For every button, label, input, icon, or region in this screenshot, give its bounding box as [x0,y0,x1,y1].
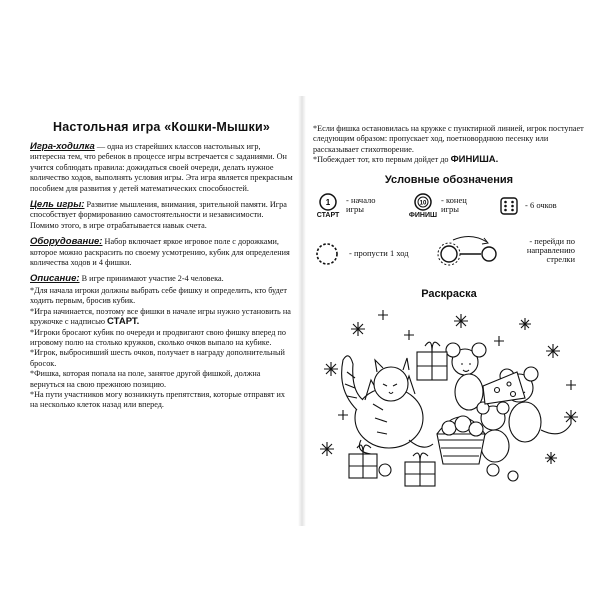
gift-box-drawing [405,453,435,486]
legend [313,192,585,288]
rule-dotted-circle: *Если фишка остановилась на кружке с пунктирной линией, игрок поступает следующим образом: пропускает ход, поетноворднюю песенку или рассказывает стихотворение. [313,124,584,154]
dotted-circle-icon [315,242,339,266]
snowflake-icon [546,344,560,358]
equipment-text: Набор включает яркое игровое поле с дорожками, которое можно раскрасить по своему усмотрению, кубик для определения количества ходов и 4 фишки. [30,237,290,268]
dice-six-icon [499,196,519,216]
jump-arrow-icon [437,234,499,268]
intro-text: — одна из старейших классов настольных игр, интересна тем, что ребенок в процессе игры встречается с заданиями. Он учится соблюдать правила: дожидаться своей очереди, делать нужное количество ходов, выполнять условия игры. Эта игра является прекрасным пособием для развития у детей математических способностей. [30,142,293,193]
game-title: Настольная игра «Кошки-Мышки» [53,120,270,134]
rule-item: *На пути участников могу возникнуть препятствия, которые отправят их на несколько клеток назад или вперед. [30,389,285,410]
start-description: - начало игры [346,195,376,215]
description-heading: Описание: [30,273,80,285]
description-text: В игре принимают участие 2-4 человека. [79,274,224,284]
snowflake-icon [545,452,557,464]
snowflake-icon [564,410,578,424]
start-circle-icon [317,192,339,212]
legend-title: Условные обозначения [384,173,514,186]
legend-arrow [437,234,575,268]
page-fold [298,96,306,526]
rule-item-start [30,307,293,328]
left-page [30,120,293,411]
snowflake-icon [519,318,531,330]
cheese-drawing [483,372,525,404]
rule-item: *Игроки бросают кубик по очереди и продвигают свою фишку вперед по игровому полю на столько кружков, сколько очков выпало на кубике. [30,327,286,347]
rule-item-text: *Игра начинается, поэтому все фишки в начале игры нужно установить на кружочке с надписью [30,306,291,327]
start-caption: СТАРТ [316,211,340,219]
svg-text:10: 10 [419,200,427,207]
rule-item: *Фишка, которая попала на поле, занятое другой фишкой, должна вернуться на свою прежнюю позицию. [30,369,261,389]
mouse-drawing [446,343,486,410]
finish-word: ФИНИША. [450,154,499,166]
fruit-basket-drawing [437,416,485,464]
finish-circle-icon [412,192,434,212]
colouring-illustration [313,300,585,510]
colouring-title: Раскраска [421,287,477,300]
goal-text: Развитие мышления, внимания, зрительной памяти. Игра способствует формированию самостоятельности и независимости. Помимо этого, в игре отрабатывается навык счета. [30,200,287,230]
snowflake-icon [351,322,365,336]
gift-box-drawing [417,342,447,380]
gift-box-drawing [349,445,377,478]
skip-description: - пропусти 1 ход [349,248,409,259]
intro-paragraph [30,142,293,194]
rule-winner [313,155,585,165]
svg-text:1: 1 [325,197,331,207]
right-page [313,124,585,306]
description-paragraph [30,274,293,284]
legend-finish [408,192,481,219]
legend-skip [315,242,409,266]
goal-paragraph [30,200,293,231]
finish-description: - конец игры [441,195,467,215]
dice-description: - 6 очков [525,200,557,211]
snowflake-icon [454,314,468,328]
rule-item: *Для начала игроки должны выбрать себе фишку и определить, кто будет ходить первым, бросив кубик. [30,285,288,306]
finish-caption: ФИНИШ [408,211,438,219]
rule-item: *Игрок, выбросивший шесть очков, получает в награду дополнительный бросок. [30,348,285,368]
snowflake-icon [324,362,338,376]
legend-start [313,192,384,219]
intro-heading: Игра-ходилка [30,141,95,152]
goal-heading: Цель игры: [30,199,85,211]
start-word: СТАРТ. [107,316,140,328]
legend-dice [499,196,557,216]
snowflake-icon [320,442,334,456]
apple-drawing [379,464,518,481]
rule-winner-text: *Побеждает тот, кто первым дойдет до [313,155,449,165]
equipment-paragraph [30,237,293,268]
equipment-heading: Оборудование: [30,236,103,248]
arrow-description: - перейди по направлению стрелки [526,236,575,265]
